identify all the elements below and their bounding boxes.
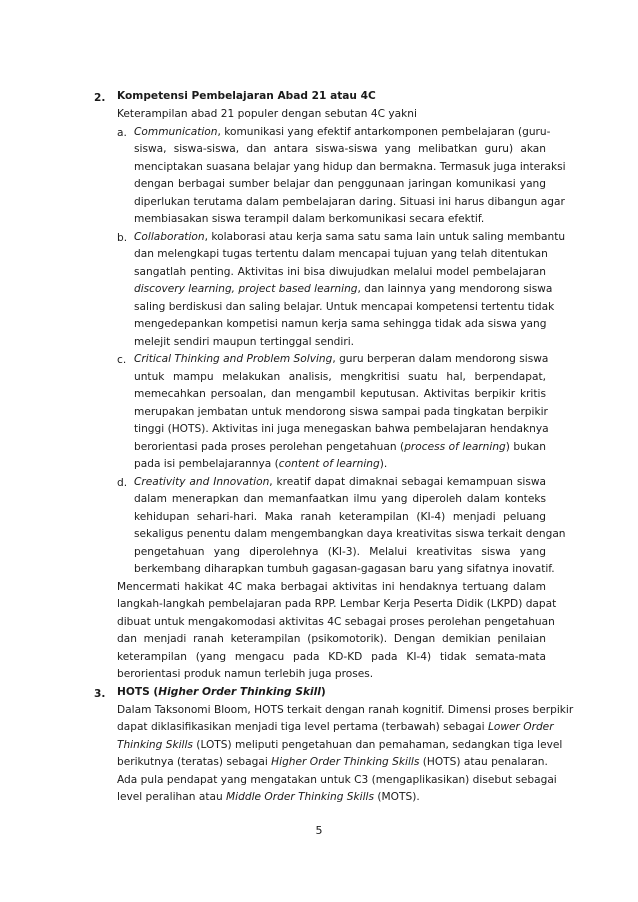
item-d-line-2: dalam menerapkan dan memanfaatkan ilmu yang diperoleh dalam konteks: [134, 493, 546, 505]
hots-line-5: Ada pula pendapat yang mengatakan untuk C3 (mengaplikasikan) disebut sebagai: [117, 774, 557, 786]
item-d-line-4: sekaligus penentu dalam mengembangkan daya kreativitas siswa terkait dengan: [134, 528, 566, 540]
item-c-line-2: untuk mampu melakukan analisis, mengkritisi suatu hal, berpendapat,: [134, 371, 546, 383]
item-d-line-5: pengetahuan yang diperolehnya (KI-3). Melalui kreativitas siswa yang: [134, 546, 546, 558]
item-d-line-6: berkembang diharapkan tumbuh gagasan-gagasan baru yang sifatnya inovatif.: [134, 563, 555, 575]
item-a-line-4: dengan berbagai sumber belajar dan penggunaan jaringan komunikasi yang: [134, 178, 546, 190]
item-c-line-4: merupakan jembatan untuk mendorong siswa sampai pada tingkatan berpikir: [134, 406, 548, 418]
item-c-line-1: Critical Thinking and Problem Solving, guru berperan dalam mendorong siswa: [134, 353, 549, 365]
item-d-line-1: Creativity and Innovation, kreatif dapat dimaknai sebagai kemampuan siswa: [134, 476, 546, 488]
closing-line-5: keterampilan (yang mengacu pada KD-KD pada KI-4) tidak semata-mata: [117, 651, 546, 663]
item-a-line-1: Communication, komunikasi yang efektif antarkomponen pembelajaran (guru-: [134, 126, 551, 138]
item-b-line-4: discovery learning, project based learning, dan lainnya yang mendorong siswa: [134, 283, 553, 295]
item-b-line-6: mengedepankan kompetisi namun kerja sama sehingga tidak ada siswa yang: [134, 318, 547, 330]
item-a-letter: a.: [117, 127, 127, 139]
item-b-letter: b.: [117, 232, 128, 244]
item-c-line-7: pada isi pembelajarannya (content of learning).: [134, 458, 388, 470]
item-a-line-3: menciptakan suasana belajar yang hidup dan bermakna. Termasuk juga interaksi: [134, 161, 566, 173]
closing-line-6: berorientasi produk namun terlebih juga proses.: [117, 668, 374, 680]
item-b-line-5: saling berdiskusi dan saling belajar. Untuk mencapai kompetensi tertentu tidak: [134, 301, 555, 313]
closing-line-1: Mencermati hakikat 4C maka berbagai aktivitas ini hendaknya tertuang dalam: [117, 581, 546, 593]
item-a-line-2: siswa, siswa-siswa, dan antara siswa-siswa yang melibatkan guru) akan: [134, 143, 546, 155]
hots-line-6: level peralihan atau Middle Order Thinking Skills (MOTS).: [117, 791, 420, 803]
hots-line-2: dapat diklasifikasikan menjadi tiga level pertama (terbawah) sebagai Lower Order: [117, 721, 554, 733]
item-b-line-2: dan melengkapi tugas tertentu dalam mencapai tujuan yang telah ditentukan: [134, 248, 548, 260]
hots-line-1: Dalam Taksonomi Bloom, HOTS terkait dengan ranah kognitif. Dimensi proses berpikir: [117, 704, 574, 716]
item-a-line-6: membiasakan siswa terampil dalam berkomunikasi secara efektif.: [134, 213, 485, 225]
item-d-line-3: kehidupan sehari-hari. Maka ranah keterampilan (KI-4) menjadi peluang: [134, 511, 546, 523]
item-c-line-3: memecahkan persoalan, dan mengambil keputusan. Aktivitas berpikir kritis: [134, 388, 546, 400]
closing-line-2: langkah-langkah pembelajaran pada RPP. Lembar Kerja Peserta Didik (LKPD) dapat: [117, 598, 557, 610]
section-2-title: Kompetensi Pembelajaran Abad 21 atau 4C: [117, 90, 376, 102]
item-b-line-1: Collaboration, kolaborasi atau kerja sama satu sama lain untuk saling membantu: [134, 231, 566, 243]
hots-line-4: berikutnya (teratas) sebagai Higher Order Thinking Skills (HOTS) atau penalaran.: [117, 756, 548, 768]
hots-line-3: Thinking Skills (LOTS) meliputi pengetahuan dan pemahaman, sedangkan tiga level: [117, 739, 563, 751]
closing-line-3: dibuat untuk mengakomodasi aktivitas 4C sebagai proses perolehan pengetahuan: [117, 616, 555, 628]
item-c-letter: c.: [117, 354, 127, 366]
item-c-line-6: berorientasi pada proses perolehan pengetahuan (process of learning) bukan: [134, 441, 546, 453]
item-d-letter: d.: [117, 477, 128, 489]
item-b-line-3: sangatlah penting. Aktivitas ini bisa diwujudkan melalui model pembelajaran: [134, 266, 546, 278]
section-2-number: 2.: [94, 92, 106, 104]
item-c-line-5: tinggi (HOTS). Aktivitas ini juga menegaskan bahwa pembelajaran hendaknya: [134, 423, 549, 435]
page-number: 5: [315, 824, 323, 837]
item-a-line-5: diperlukan terutama dalam pembelajaran daring. Situasi ini harus dibangun agar: [134, 196, 565, 208]
closing-line-4: dan menjadi ranah keterampilan (psikomotorik). Dengan demikian penilaian: [117, 633, 546, 645]
item-b-line-7: melejit sendiri maupun tertinggal sendiri.: [134, 336, 355, 348]
section-3-number: 3.: [94, 688, 106, 700]
section-3-title: HOTS (Higher Order Thinking Skill): [117, 686, 326, 698]
section-2-intro: Keterampilan abad 21 populer dengan sebutan 4C yakni: [117, 108, 417, 120]
